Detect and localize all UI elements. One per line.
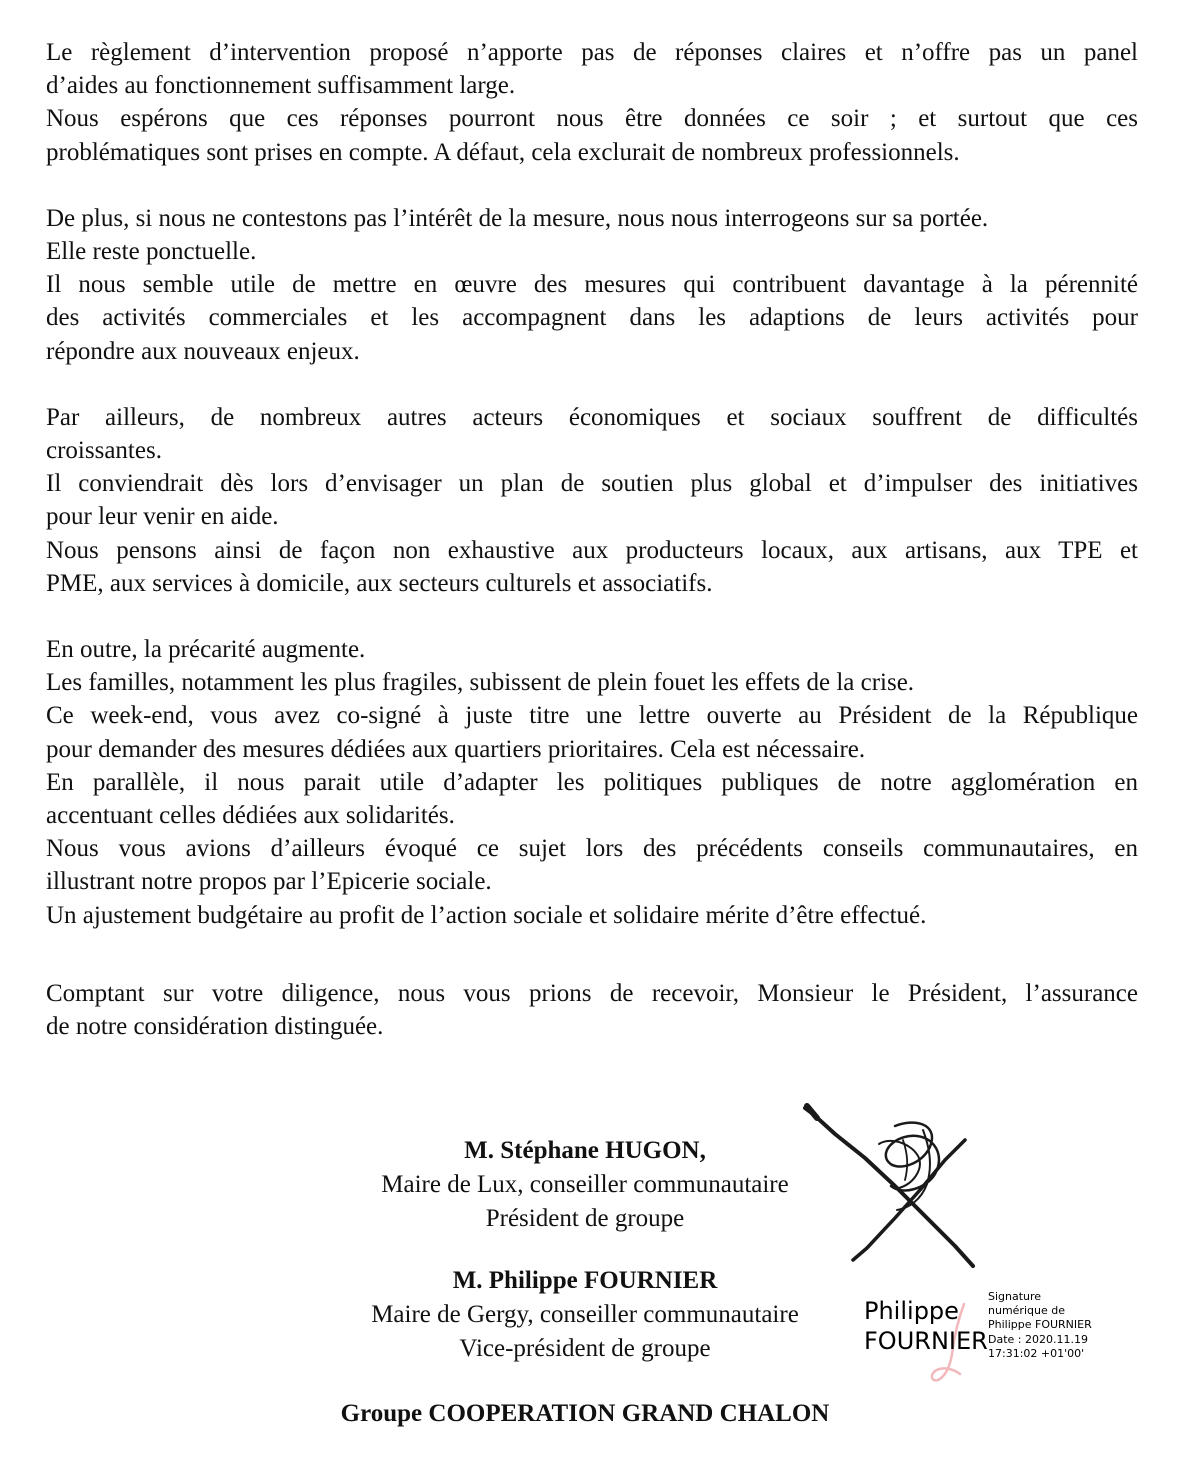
text-line: Nous pensons ainsi de façon non exhaustive aux producteurs locaux, aux artisans, aux TPE et: [46, 536, 1138, 564]
text-line: d’aides au fonctionnement suffisamment large.: [46, 72, 516, 100]
digital-signature-detail-line: Philippe FOURNIER: [988, 1318, 1092, 1332]
text-line: pour demander des mesures dédiées aux quartiers prioritaires. Cela est nécessaire.: [46, 735, 866, 763]
digital-signature-name: [864, 1296, 988, 1356]
text-line: accentuant celles dédiées aux solidarités.: [46, 802, 455, 830]
signatory-fournier: [300, 1264, 870, 1366]
digital-signature: [864, 1290, 1124, 1385]
signatory-name: M. Stéphane HUGON,: [464, 1137, 706, 1164]
text-line: pour leur venir en aide.: [46, 503, 279, 531]
letter-body: [46, 36, 1138, 1076]
text-line: illustrant notre propos par l’Epicerie sociale.: [46, 868, 492, 896]
signatory-role: Maire de Lux, conseiller communautaire: [381, 1171, 789, 1198]
digital-signature-date: Date : 2020.11.19: [988, 1332, 1088, 1346]
paragraph-1: [46, 36, 1138, 169]
text-line: Nous espérons que ces réponses pourront nous être données ce soir ; et surtout que ces: [46, 105, 1138, 133]
text-line: des activités commerciales et les accompagnent dans les adaptions de leurs activités pour: [46, 304, 1138, 332]
text-line: PME, aux services à domicile, aux secteurs culturels et associatifs.: [46, 569, 713, 597]
text-line: problématiques sont prises en compte. A défaut, cela exclurait de nombreux professionnels.: [46, 138, 960, 166]
digital-signature-last-name: FOURNIER: [864, 1327, 988, 1355]
text-line: En parallèle, il nous parait utile d’adapter les politiques publiques de notre agglomération en: [46, 768, 1138, 796]
text-line: Les familles, notamment les plus fragiles, subissent de plein fouet les effets de la crise.: [46, 669, 915, 697]
signatory-name: M. Philippe FOURNIER: [452, 1267, 718, 1294]
group-name: Groupe COOPERATION GRAND CHALON: [340, 1400, 830, 1427]
text-line: Le règlement d’intervention proposé n’apporte pas de réponses claires et n’offre pas un panel: [46, 39, 1138, 66]
paragraph-2: [46, 202, 1138, 368]
text-line: De plus, si nous ne contestons pas l’intérêt de la mesure, nous nous interrogeons sur sa portée.: [46, 204, 989, 232]
text-line: Un ajustement budgétaire au profit de l’action sociale et solidaire mérite d’être effectué.: [46, 901, 927, 929]
text-line: Comptant sur votre diligence, nous vous prions de recevoir, Monsieur le Président, l’assurance: [46, 979, 1138, 1007]
handwritten-signature: [795, 1100, 985, 1275]
digital-signature-details: [988, 1290, 1092, 1361]
digital-signature-detail-line: Signature: [988, 1290, 1042, 1303]
text-line: de notre considération distinguée.: [46, 1013, 384, 1041]
text-line: croissantes.: [46, 437, 162, 465]
signatory-title: Vice-président de groupe: [459, 1335, 711, 1362]
text-line: Par ailleurs, de nombreux autres acteurs économiques et sociaux souffrent de difficultés: [46, 403, 1138, 431]
text-line: Il nous semble utile de mettre en œuvre des mesures qui contribuent davantage à la pérennité: [46, 271, 1138, 299]
closing-paragraph: [46, 977, 1138, 1043]
text-line: répondre aux nouveaux enjeux.: [46, 337, 360, 365]
signatory-role: Maire de Gergy, conseiller communautaire: [371, 1301, 799, 1328]
paragraph-3: [46, 401, 1138, 600]
text-line: Nous vous avions d’ailleurs évoqué ce sujet lors des précédents conseils communautaires, en: [46, 835, 1138, 863]
text-line: Ce week-end, vous avez co-signé à juste titre une lettre ouverte au Président de la République: [46, 702, 1138, 730]
paragraph-4: [46, 633, 1138, 932]
digital-signature-time: 17:31:02 +01'00': [988, 1346, 1085, 1360]
signatory-title: Président de groupe: [485, 1205, 685, 1232]
text-line: En outre, la précarité augmente.: [46, 636, 366, 664]
text-line: Elle reste ponctuelle.: [46, 238, 257, 266]
signatory-hugon: [300, 1134, 870, 1236]
digital-signature-first-name: Philippe: [864, 1297, 959, 1325]
text-line: Il conviendrait dès lors d’envisager un plan de soutien plus global et d’impulser des initiatives: [46, 470, 1138, 498]
digital-signature-detail-line: numérique de: [988, 1304, 1065, 1318]
